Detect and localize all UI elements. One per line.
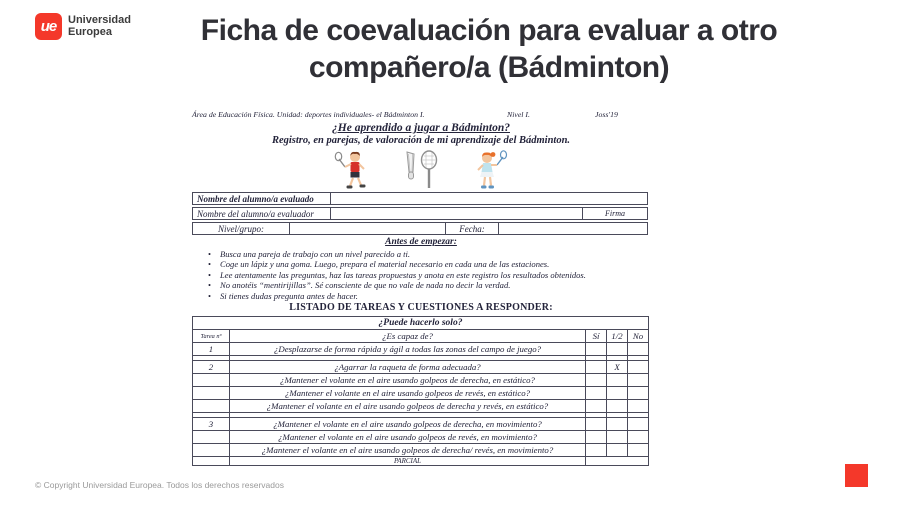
worksheet-heading: ¿He aprendido a jugar a Bádminton? <box>332 122 510 134</box>
answer-si-cell[interactable] <box>586 374 607 387</box>
worksheet-document <box>192 110 650 466</box>
fecha-field[interactable] <box>499 223 647 234</box>
task-number: 1 <box>193 343 230 356</box>
answer-si-cell[interactable] <box>586 431 607 444</box>
copyright-text: © Copyright Universidad Europea. Todos los derechos reservados <box>35 480 284 490</box>
answer-no-cell[interactable] <box>628 431 649 444</box>
boy-badminton-icon <box>333 150 375 190</box>
task-number: 3 <box>193 418 230 431</box>
table-row <box>193 400 649 413</box>
evaluado-label: Nombre del alumno/a evaluado <box>193 193 331 204</box>
brand-line-1: Universidad <box>68 14 131 26</box>
col-header-no: No <box>628 330 649 343</box>
info-row-nivel-fecha <box>192 222 648 235</box>
task-number <box>193 431 230 444</box>
parcial-row <box>193 457 649 466</box>
answer-half-cell[interactable] <box>607 418 628 431</box>
table-row <box>193 374 649 387</box>
meta-level-text: Nivel I. <box>507 110 530 119</box>
clipart-row <box>192 150 650 190</box>
instruction-item: • Lee atentamente las preguntas, haz las tareas propuestas y anota en este registro los resultados obtenidos. <box>208 270 650 280</box>
answer-si-cell[interactable] <box>586 387 607 400</box>
parcial-label: PARCIAL <box>230 457 586 466</box>
table-row <box>193 387 649 400</box>
evaluador-field[interactable] <box>331 208 582 219</box>
instruction-item: • Si tienes dudas pregunta antes de hacer. <box>208 291 650 301</box>
meta-area-text: Área de Educación Física. Unidad: deportes individuales- el Bádminton I. <box>192 110 425 119</box>
fecha-label: Fecha: <box>446 223 499 234</box>
answer-no-cell[interactable] <box>628 361 649 374</box>
before-title: Antes de empezar: <box>385 237 457 247</box>
answer-half-cell[interactable] <box>607 343 628 356</box>
task-question: ¿Mantener el volante en el aire usando golpeos de revés, en estático? <box>230 387 586 400</box>
col-header-si: Sí <box>586 330 607 343</box>
col-header-tarea: Tarea nº <box>193 330 230 343</box>
task-number: 2 <box>193 361 230 374</box>
instructions-list <box>192 249 650 301</box>
info-row-evaluado <box>192 192 648 205</box>
answer-half-cell[interactable]: X <box>607 361 628 374</box>
answer-half-cell[interactable] <box>607 400 628 413</box>
task-question: ¿Mantener el volante en el aire usando golpeos de derecha, en estático? <box>230 374 586 387</box>
table-row <box>193 431 649 444</box>
page-title: Ficha de coevaluación para evaluar a otro compañero/a (Bádminton) <box>200 14 778 84</box>
instruction-item: • Busca una pareja de trabajo con un nivel parecido a ti. <box>208 249 650 259</box>
task-question: ¿Mantener el volante en el aire usando golpeos de derecha y revés, en estático? <box>230 400 586 413</box>
task-question: ¿Agarrar la raqueta de forma adecuada? <box>230 361 586 374</box>
answer-no-cell[interactable] <box>628 374 649 387</box>
brand-line-2: Europea <box>68 25 113 38</box>
task-number <box>193 400 230 413</box>
tasks-title: LISTADO DE TAREAS Y CUESTIONES A RESPONDER: <box>289 302 553 314</box>
answer-no-cell[interactable] <box>628 444 649 457</box>
task-number <box>193 374 230 387</box>
answer-half-cell[interactable] <box>607 431 628 444</box>
col-header-half: 1/2 <box>607 330 628 343</box>
info-row-evaluador <box>192 207 648 220</box>
task-question: ¿Mantener el volante en el aire usando golpeos de revés, en movimiento? <box>230 431 586 444</box>
logo-text: ue <box>40 18 57 35</box>
shuttlecock-racket-icon <box>401 150 441 190</box>
evaluado-field[interactable] <box>331 193 647 204</box>
ue-logo-icon <box>35 13 62 40</box>
task-number <box>193 444 230 457</box>
task-question: ¿Mantener el volante en el aire usando golpeos de derecha/ revés, en movimiento? <box>230 444 586 457</box>
answer-no-cell[interactable] <box>628 418 649 431</box>
task-question: ¿Mantener el volante en el aire usando golpeos de derecha, en movimiento? <box>230 418 586 431</box>
nivel-field[interactable] <box>290 223 446 234</box>
table-row <box>193 343 649 356</box>
instruction-item: • Coge un lápiz y una goma. Luego, prepara el material necesario en cada una de las estaciones. <box>208 259 650 269</box>
answer-no-cell[interactable] <box>628 387 649 400</box>
accent-red-square <box>845 464 868 487</box>
col-header-question: ¿Es capaz de? <box>230 330 586 343</box>
table-row <box>193 444 649 457</box>
task-question: ¿Desplazarse de forma rápida y ágil a todas las zonas del campo de juego? <box>230 343 586 356</box>
table-row <box>193 418 649 431</box>
answer-no-cell[interactable] <box>628 343 649 356</box>
worksheet-meta <box>192 110 650 120</box>
evaluador-label: Nombre del alumno/a evaluador <box>193 208 331 219</box>
answer-si-cell[interactable] <box>586 343 607 356</box>
parcial-total-cell[interactable] <box>586 457 649 466</box>
puede-hacerlo-header: ¿Puede hacerlo solo? <box>193 317 649 330</box>
worksheet-subheading: Registro, en parejas, de valoración de mi aprendizaje del Bádminton. <box>271 135 571 146</box>
table-row <box>193 361 649 374</box>
task-number <box>193 387 230 400</box>
meta-author-text: Joss'19 <box>595 110 618 119</box>
answer-si-cell[interactable] <box>586 400 607 413</box>
answer-si-cell[interactable] <box>586 418 607 431</box>
parcial-empty-cell <box>193 457 230 466</box>
answer-si-cell[interactable] <box>586 361 607 374</box>
girl-badminton-icon <box>467 150 509 190</box>
task-table <box>192 316 649 466</box>
answer-half-cell[interactable] <box>607 374 628 387</box>
answer-no-cell[interactable] <box>628 400 649 413</box>
answer-half-cell[interactable] <box>607 444 628 457</box>
instruction-item: • No anotéis “mentirijillas”. Sé consciente de que no vale de nada no decir la verdad. <box>208 280 650 290</box>
firma-label: Firma <box>582 208 647 219</box>
answer-half-cell[interactable] <box>607 387 628 400</box>
answer-si-cell[interactable] <box>586 444 607 457</box>
nivel-label: Nivel/grupo: <box>193 223 290 234</box>
